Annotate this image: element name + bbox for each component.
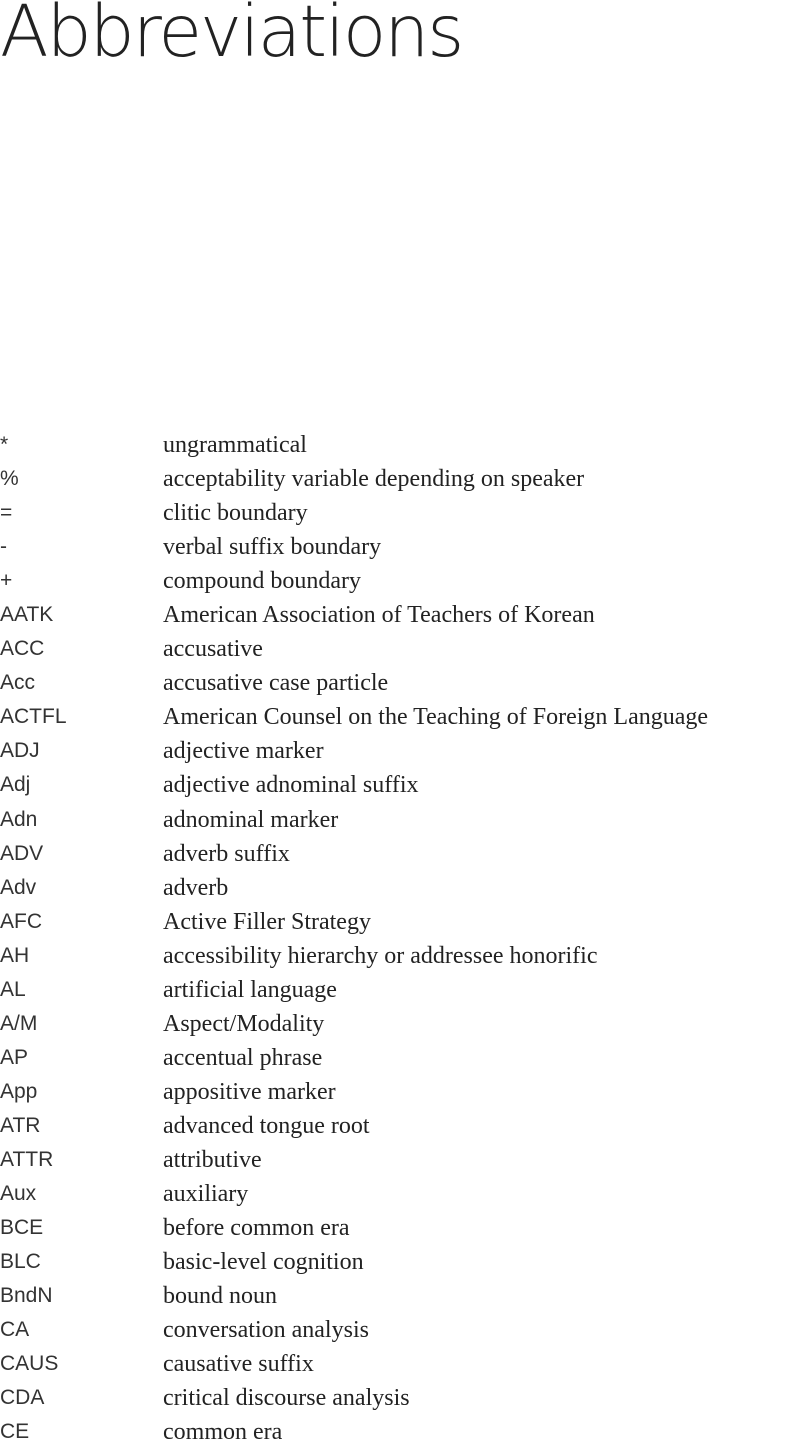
abbreviation-term: % [0, 467, 19, 491]
abbreviation-row [0, 1075, 800, 1109]
abbreviation-row [0, 905, 800, 939]
abbreviation-definition: accusative case particle [163, 670, 389, 697]
abbreviation-definition: accentual phrase [163, 1044, 323, 1071]
abbreviation-definition: artificial language [163, 976, 337, 1003]
abbreviation-definition: ungrammatical [163, 432, 307, 458]
abbreviation-term: CDA [0, 1386, 45, 1410]
abbreviation-term: BndN [0, 1284, 53, 1308]
abbreviation-row [0, 803, 800, 837]
abbreviation-term: CAUS [0, 1352, 59, 1376]
abbreviation-row [0, 837, 800, 871]
abbreviation-definition: Active Filler Strategy [163, 908, 371, 935]
abbreviation-term: Adj [0, 773, 31, 797]
abbreviation-definition: adjective adnominal suffix [163, 772, 419, 799]
abbreviation-definition: accusative [163, 636, 263, 663]
abbreviation-row [0, 1109, 800, 1143]
abbreviation-term: AFC [0, 909, 42, 933]
abbreviation-definition: conversation analysis [163, 1317, 369, 1344]
abbreviation-term: - [0, 535, 7, 559]
abbreviation-definition: adverb [163, 874, 229, 901]
abbreviation-term: CE [0, 1420, 30, 1444]
abbreviation-term: ADJ [0, 739, 40, 763]
abbreviation-row [0, 1143, 800, 1177]
abbreviation-row [0, 530, 800, 564]
abbreviation-term: AH [0, 943, 30, 967]
abbreviation-term: A/M [0, 1011, 38, 1035]
abbreviation-list [0, 428, 800, 1449]
abbreviation-row [0, 700, 800, 734]
abbreviation-row [0, 1245, 800, 1279]
abbreviation-row [0, 939, 800, 973]
abbreviation-term: Adn [0, 807, 38, 831]
abbreviation-row [0, 973, 800, 1007]
abbreviation-definition: common era [163, 1419, 283, 1446]
abbreviation-term: ADV [0, 841, 44, 865]
abbreviation-term: + [0, 569, 13, 593]
abbreviation-definition: before common era [163, 1215, 350, 1242]
abbreviation-definition: adjective marker [163, 738, 324, 765]
abbreviation-definition: critical discourse analysis [163, 1385, 410, 1412]
abbreviation-definition: bound noun [163, 1283, 277, 1310]
abbreviation-definition: auxiliary [163, 1181, 249, 1208]
abbreviation-row [0, 1381, 800, 1415]
abbreviation-row [0, 734, 800, 768]
abbreviation-term: Acc [0, 671, 36, 695]
abbreviation-term: ATTR [0, 1147, 54, 1171]
abbreviation-row [0, 564, 800, 598]
abbreviation-definition: causative suffix [163, 1351, 314, 1378]
abbreviation-term: Aux [0, 1182, 37, 1206]
abbreviation-definition: advanced tongue root [163, 1112, 370, 1139]
abbreviation-term: = [0, 501, 13, 525]
abbreviation-term: Adv [0, 875, 37, 899]
abbreviation-row [0, 1313, 800, 1347]
abbreviation-definition: adnominal marker [163, 806, 339, 833]
abbreviation-row [0, 496, 800, 530]
abbreviation-row [0, 666, 800, 700]
abbreviation-row [0, 1041, 800, 1075]
abbreviation-row [0, 598, 800, 632]
page-title: Abbreviations [0, 0, 463, 73]
abbreviation-term: ATR [0, 1113, 41, 1137]
abbreviation-term: AP [0, 1045, 29, 1069]
abbreviation-term: ACC [0, 637, 45, 661]
abbreviation-definition: appositive marker [163, 1078, 336, 1105]
abbreviation-definition: Aspect/Modality [163, 1010, 325, 1037]
abbreviation-row [0, 768, 800, 802]
abbreviation-row [0, 1347, 800, 1381]
abbreviation-row [0, 632, 800, 666]
abbreviation-definition: attributive [163, 1146, 262, 1173]
abbreviation-term: AATK [0, 603, 54, 627]
abbreviation-row [0, 1279, 800, 1313]
abbreviation-definition: compound boundary [163, 568, 361, 595]
abbreviation-row [0, 462, 800, 496]
abbreviation-definition: clitic boundary [163, 500, 308, 527]
abbreviation-definition: acceptability variable depending on speaker [163, 466, 585, 493]
abbreviation-term: BLC [0, 1250, 41, 1274]
abbreviation-term: CA [0, 1318, 30, 1342]
abbreviation-term: ACTFL [0, 705, 67, 729]
abbreviation-definition: verbal suffix boundary [163, 534, 382, 561]
abbreviation-row [0, 1007, 800, 1041]
abbreviation-definition: adverb suffix [163, 840, 290, 867]
abbreviation-row [0, 871, 800, 905]
abbreviation-term: BCE [0, 1216, 44, 1240]
abbreviation-definition: accessibility hierarchy or addressee honorific [163, 942, 598, 969]
abbreviation-term: AL [0, 977, 26, 1001]
abbreviation-definition: American Association of Teachers of Korean [163, 602, 595, 629]
abbreviation-row [0, 1177, 800, 1211]
abbreviation-row [0, 1415, 800, 1449]
abbreviation-row [0, 1211, 800, 1245]
abbreviation-definition: American Counsel on the Teaching of Foreign Language [163, 704, 709, 731]
abbreviation-term: * [0, 433, 9, 456]
abbreviation-row [0, 428, 800, 462]
abbreviation-definition: basic-level cognition [163, 1249, 364, 1276]
abbreviation-term: App [0, 1079, 38, 1103]
